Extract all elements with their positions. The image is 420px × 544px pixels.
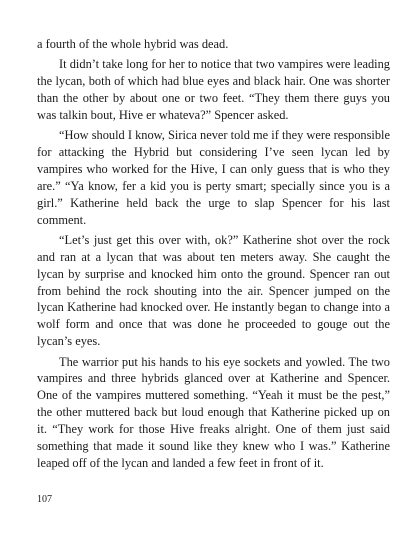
page-number: 107 (37, 494, 52, 505)
body-text (37, 36, 390, 475)
paragraph-2: It didn’t take long for her to notice that two vampires were leading the lycan, both of which had blue eyes and black hair. One was shorter than the other by about one or two feet. “They them there guys you was talkin bout, Hive er whateva?” Spencer asked. (37, 57, 390, 122)
paragraph-5: The warrior put his hands to his eye sockets and yowled. The two vampires and three hybrids glanced over at Katherine and Spencer. One of the vampires muttered something. “Yeah it must be the pest,” the other muttered back but loud enough that Katherine picked up on it. “They work for those Hive freaks alright. One of them just said something that made it sound like they knew who I was.” Katherine leaped off of the lycan and landed a few feet in front of it. (37, 354, 390, 470)
paragraph-3: “How should I know, Sirica never told me if they were responsible for attacking the Hybrid but considering I’ve seen lycan led by vampires who worked for the Hive, I can only guess that is who they are.” “Ya know, fer a kid you is perty smart; specially since you is a girl.” Katherine held back the urge to slap Spencer for his last comment. (37, 128, 390, 227)
paragraph-4: “Let’s just get this over with, ok?” Katherine shot over the rock and ran at a lycan that was about ten meters away. She caught the lycan by surprise and knocked him onto the ground. Spencer ran out from behind the rock shouting into the air. Spencer jumped on the lycan Katherine had knocked over. He instantly began to change into a wolf form and once that was done he proceeded to gouge out the lycan’s eyes. (37, 232, 390, 349)
paragraph-1: a fourth of the whole hybrid was dead. (37, 37, 229, 51)
